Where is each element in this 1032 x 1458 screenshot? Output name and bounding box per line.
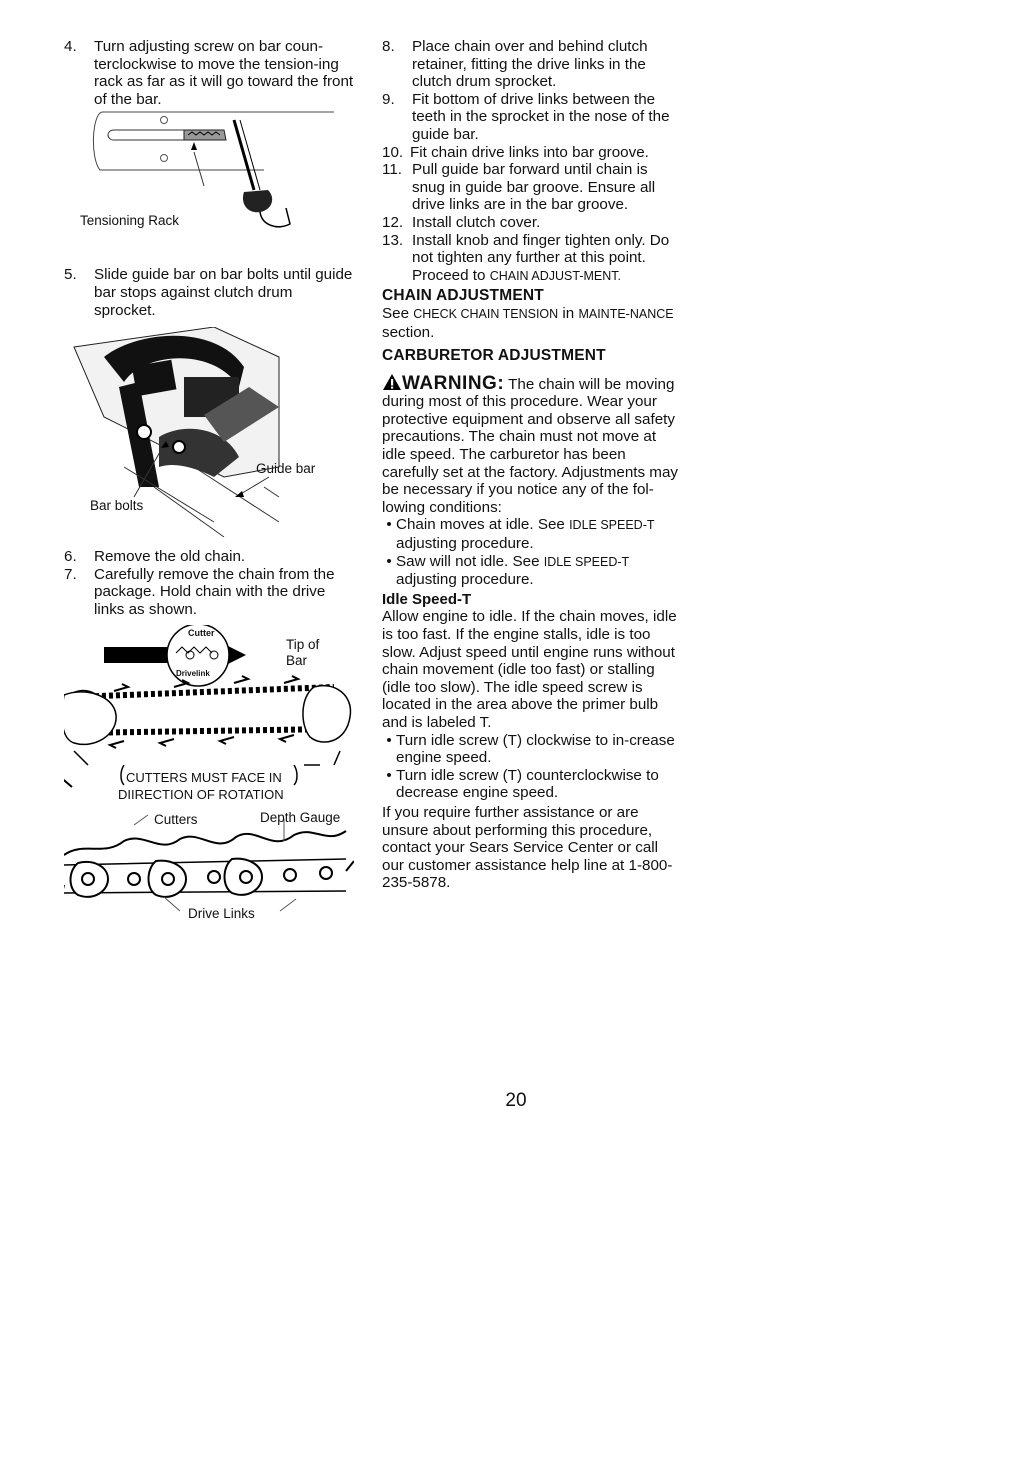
cutters-label: Cutters: [154, 811, 198, 827]
step-number: 5.: [64, 266, 77, 284]
assistance-paragraph: If you require further assistance or are unsure about performing this procedure, contact your Sears Service Center or call our customer assistance help line at 1-800-235-5878.: [382, 803, 673, 892]
step-text: Carefully remove the chain from the package. Hold chain with the drive links as shown.: [94, 565, 335, 618]
step-text: Turn adjusting screw on bar coun-terclockwise to move the tension-ing rack as far as it will go toward the front of the bar.: [94, 38, 354, 108]
step-text: [412, 232, 678, 286]
carburetor-adjustment-heading: CARBURETOR ADJUSTMENT: [382, 347, 606, 365]
idle-speed-reference: IDLE SPEED-T: [569, 518, 655, 533]
bullet-dot: •: [386, 731, 392, 749]
step-text: Fit chain drive links into bar groove.: [410, 143, 649, 161]
chain-adjustment-heading: CHAIN ADJUSTMENT: [382, 287, 544, 305]
guide-bar-figure: [64, 327, 354, 542]
bar-bolts-label: Bar bolts: [90, 498, 144, 514]
step-13: [382, 232, 678, 286]
step-number: 9.: [382, 90, 395, 108]
step-number: 12.: [382, 213, 404, 231]
chain-adjustment-text: [382, 305, 678, 341]
warning-label: WARNING:: [402, 372, 505, 394]
depth-gauge-label: Depth Gauge: [260, 809, 341, 825]
step-5: [64, 266, 354, 319]
bullet-text: Turn idle screw (T) clockwise to in-crease engine speed.: [396, 731, 675, 767]
bullet-dot: •: [386, 766, 392, 784]
page-number: 20: [505, 1090, 527, 1111]
idle-speed-text: Allow engine to idle. If the chain moves, idle is too fast. If the engine stalls, idle is too slow. Adjust speed until engine runs without chain movement (idle too fast) or stalling (idle too slow). The idle speed screw is located in the area above the primer bulb and is labeled T.: [382, 608, 677, 731]
bullet-text: Turn idle screw (T) counterclockwise to decrease engine speed.: [396, 766, 659, 802]
condition-bullet-2: [382, 553, 678, 589]
left-column: [64, 38, 354, 925]
idle-speed-reference: IDLE SPEED-T: [543, 554, 630, 569]
step-4: [64, 38, 354, 108]
step-7: [64, 566, 354, 619]
drivelink-label: Drivelink: [176, 668, 210, 678]
warning-text: The chain will be moving during most of this procedure. Wear your protective equipment and observe all safety precautions. The chain must not move at idle speed. The carburetor has been carefully set at the factory. Adjustments may be necessary if you notice any of the fol-lowing conditions:: [382, 375, 678, 516]
chain-direction-figure: [64, 625, 354, 803]
right-column: [382, 38, 678, 892]
drive-links-label: Drive Links: [188, 905, 255, 921]
cutter-label: Cutter: [188, 627, 215, 638]
warning-triangle-icon: [382, 373, 402, 391]
step-number: 13.: [382, 231, 404, 249]
see-text: See: [382, 304, 414, 322]
step-text: Place chain over and behind clutch retainer, fitting the drive links in the clutch drum sprocket.: [412, 38, 648, 91]
step-number: 7.: [64, 565, 77, 583]
step-11: [382, 161, 678, 214]
step-number: 8.: [382, 38, 395, 55]
in-text: in: [558, 304, 579, 322]
check-chain-tension-reference: CHECK CHAIN TENSION: [413, 306, 559, 321]
step-number: 6.: [64, 548, 77, 566]
step-text: Slide guide bar on bar bolts until guide bar stops against clutch drum sprocket.: [94, 266, 353, 319]
step-number: 10.: [382, 143, 404, 161]
step-6: [64, 548, 354, 566]
section-text: section.: [382, 323, 435, 341]
bullet-text: Saw will not idle. See: [396, 552, 544, 570]
bullet-text: Chain moves at idle. See: [396, 516, 570, 534]
step-number: 4.: [64, 38, 77, 55]
step-text: Install clutch cover.: [412, 213, 541, 231]
chain-links-figure: [64, 811, 354, 925]
bullet-dot: •: [386, 552, 392, 570]
step-text: Fit bottom of drive links between the teeth in the sprocket in the nose of the guide bar.: [412, 90, 670, 143]
bullet-text: adjusting procedure.: [396, 571, 534, 589]
step-text: Remove the old chain.: [94, 548, 246, 566]
bullet-text: adjusting procedure.: [396, 535, 534, 553]
step-text: Pull guide bar forward until chain is snug in guide bar groove. Ensure all drive links are in the bar groove.: [412, 161, 656, 214]
tip-of-bar-label: Tip of Bar: [286, 636, 320, 668]
tensioning-rack-figure: [64, 108, 354, 246]
step-12: [382, 214, 678, 232]
idle-bullet-1: [382, 732, 678, 767]
idle-speed-heading: Idle Speed-T: [382, 590, 472, 608]
step-9: [382, 91, 678, 144]
cutters-direction-caption-line1: CUTTERS MUST FACE IN: [126, 769, 282, 785]
warning-paragraph: [382, 373, 678, 517]
step-number: 11.: [382, 161, 402, 179]
step-13-text: Install knob and finger tighten only. Do not tighten any further at this point. Proceed to: [412, 231, 670, 284]
step-8: [382, 38, 678, 91]
chain-adjustment-reference: CHAIN ADJUST-MENT.: [489, 268, 621, 283]
bullet-dot: •: [386, 516, 392, 534]
idle-bullet-2: [382, 767, 678, 802]
condition-bullet-1: [382, 516, 678, 552]
tensioning-rack-label: Tensioning Rack: [80, 213, 180, 229]
step-10: [382, 144, 678, 162]
maintenance-reference: MAINTE-NANCE: [578, 306, 674, 321]
guide-bar-label: Guide bar: [256, 461, 316, 477]
cutters-direction-caption-line2: DIIRECTION OF ROTATION: [118, 786, 284, 802]
